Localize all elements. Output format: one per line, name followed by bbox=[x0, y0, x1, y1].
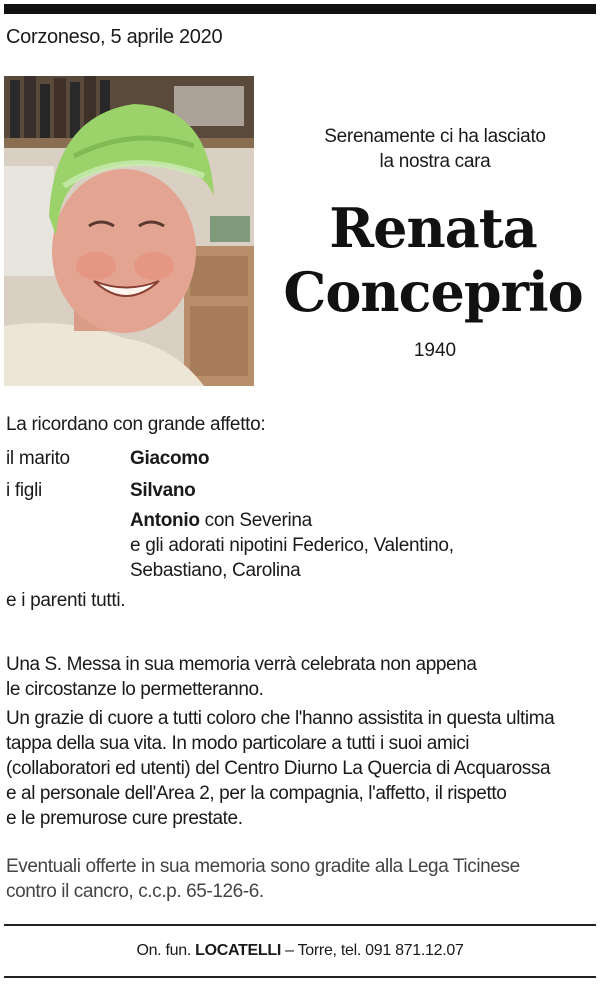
donation-line: Eventuali offerte in sua memoria sono gradite alla Lega Ticinese bbox=[6, 856, 520, 877]
first-name: Renata bbox=[329, 196, 537, 260]
thanks-line: e al personale dell'Area 2, per la compagnia, l'affetto, il rispetto bbox=[6, 783, 507, 804]
children-label: i figli bbox=[6, 480, 42, 501]
child-name: Silvano bbox=[130, 480, 196, 501]
mass-line: Una S. Messa in sua memoria verrà celebrata non appena bbox=[6, 654, 477, 675]
mass-line: le circostanze lo permetteranno. bbox=[6, 679, 264, 700]
grandchildren-line: e gli adorati nipotini Federico, Valentino, bbox=[130, 535, 454, 556]
thanks-notice bbox=[6, 706, 596, 831]
husband-name: Giacomo bbox=[130, 448, 210, 469]
footer-prefix: On. fun. bbox=[136, 942, 196, 959]
footer-company: LOCATELLI bbox=[195, 942, 281, 959]
child-spouse: con Severina bbox=[199, 510, 312, 531]
thanks-line: Un grazie di cuore a tutti coloro che l'hanno assistita in questa ultima bbox=[6, 708, 555, 729]
divider bbox=[4, 976, 596, 978]
funeral-home bbox=[0, 942, 600, 960]
deceased-name bbox=[268, 196, 598, 324]
thanks-line: e le premurose cure prestate. bbox=[6, 808, 243, 829]
grandchildren-line: Sebastiano, Carolina bbox=[130, 560, 301, 581]
intro-text bbox=[290, 124, 580, 174]
intro-line: Serenamente ci ha lasciato bbox=[324, 126, 546, 147]
birth-year: 1940 bbox=[413, 340, 457, 361]
footer-contact: – Torre, tel. 091 871.12.07 bbox=[281, 942, 464, 959]
mass-notice bbox=[6, 652, 596, 702]
husband-label: il marito bbox=[6, 448, 70, 469]
family-intro: La ricordano con grande affetto: bbox=[6, 414, 266, 435]
place-date: Corzoneso, 5 aprile 2020 bbox=[6, 26, 223, 48]
portrait-photo bbox=[4, 76, 254, 386]
child-line bbox=[130, 508, 454, 533]
thanks-line: (collaboratori ed utenti) del Centro Diurno La Quercia di Acquarossa bbox=[6, 758, 551, 779]
relatives-line: e i parenti tutti. bbox=[6, 590, 126, 611]
top-bar bbox=[4, 4, 596, 14]
thanks-line: tappa della sua vita. In modo particolare a tutti i suoi amici bbox=[6, 733, 470, 754]
intro-line: la nostra cara bbox=[379, 151, 491, 172]
child-name: Antonio bbox=[130, 510, 200, 531]
donation-notice bbox=[6, 854, 596, 904]
donation-line: contro il cancro, c.c.p. 65-126-6. bbox=[6, 881, 264, 902]
divider bbox=[4, 924, 596, 926]
last-name: Conceprio bbox=[283, 260, 583, 324]
family-details bbox=[130, 508, 454, 583]
